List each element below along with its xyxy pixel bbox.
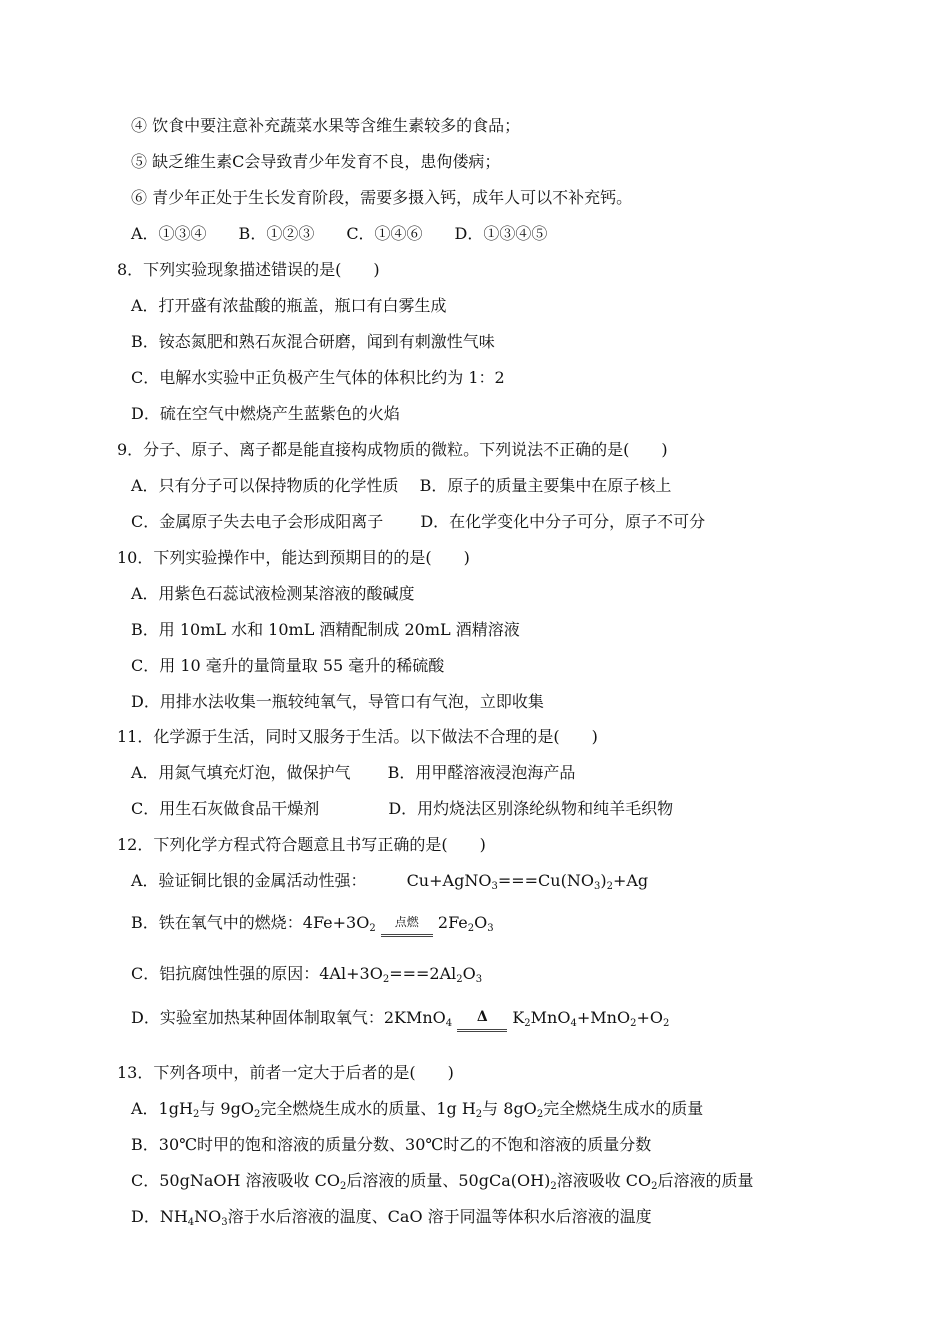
q12-option-b-label: B．铁在氧气中的燃烧： bbox=[131, 913, 303, 932]
q10-option-d: D．用排水法收集一瓶较纯氧气，导管口有气泡，立即收集 bbox=[131, 692, 544, 711]
q13-option-d: D．$NH_4NO_3$溶于水后溶液的温度、CaO 溶于同温等体积水后溶液的温度 bbox=[131, 1207, 652, 1228]
q10-option-a: A．用紫色石蕊试液检测某溶液的酸碱度 bbox=[131, 584, 415, 603]
q8-option-c: C．电解水实验中正负极产生气体的体积比约为 1：2 bbox=[131, 368, 505, 387]
q12-equation-a: $Cu+AgNO_3===Cu(NO_3)_2+Ag$ bbox=[406, 871, 649, 892]
q8-option-b: B．铵态氮肥和熟石灰混合研磨，闻到有刺激性气味 bbox=[131, 332, 495, 351]
question-10-stem: 10．下列实验操作中，能达到预期目的的是( ) bbox=[117, 548, 470, 567]
question-12-stem: 12．下列化学方程式符合题意且书写正确的是( ) bbox=[117, 835, 486, 854]
q12-option-a-label: A．验证铜比银的金属活动性强： bbox=[131, 871, 367, 890]
question-11-stem: 11．化学源于生活，同时又服务于生活。以下做法不合理的是( ) bbox=[117, 727, 598, 746]
statement-6: ⑥ 青少年正处于生长发育阶段，需要多摄入钙，成年人可以不补充钙。 bbox=[131, 188, 633, 207]
q12-option-d bbox=[131, 1007, 669, 1028]
q12-option-b bbox=[131, 912, 494, 933]
statement-4: ④ 饮食中要注意补充蔬菜水果等含维生素较多的食品； bbox=[131, 116, 521, 135]
q11-options-cd: C．用生石灰做食品干燥剂 D．用灼烧法区别涤纶纵物和纯羊毛织物 bbox=[131, 799, 674, 818]
q12-equation-b: $4Fe+3O_2$ 点燃 $2Fe_2O_3$ bbox=[302, 913, 494, 934]
q12-option-c-label: C．铝抗腐蚀性强的原因： bbox=[131, 964, 320, 983]
q9-options-cd: C．金属原子失去电子会形成阳离子 D．在化学变化中分子可分，原子不可分 bbox=[131, 512, 706, 531]
q8-option-d: D．硫在空气中燃烧产生蓝紫色的火焰 bbox=[131, 404, 400, 423]
q8-option-a: A．打开盛有浓盐酸的瓶盖，瓶口有白雾生成 bbox=[131, 296, 447, 315]
q13-option-c: C．50gNaOH 溶液吸收 $CO_2$后溶液的质量、$50gCa(OH)_2$溶液吸收 $CO_2$后溶液的质量 bbox=[131, 1171, 754, 1192]
q13-option-a: A．$1gH_2$与 $9gO_2$完全燃烧生成水的质量、1g $H_2$与 $8gO_2$完全燃烧生成水的质量 bbox=[131, 1099, 704, 1120]
answer-options: A．①③④ B．①②③ C．①④⑥ D．①③④⑤ bbox=[131, 224, 548, 243]
question-8-stem: 8．下列实验现象描述错误的是( ) bbox=[117, 260, 380, 279]
q12-equation-d: 2KMnO$_4$ Δ $K_2MnO_4+MnO_2+O_2$ bbox=[383, 1008, 670, 1029]
question-9-stem: 9．分子、原子、离子都是能直接构成物质的微粒。下列说法不正确的是( ) bbox=[117, 440, 668, 459]
reaction-condition-ignite: 点燃 bbox=[381, 912, 433, 932]
statement-5: ⑤ 缺乏维生素C会导致青少年发育不良，患佝偻病； bbox=[131, 152, 501, 171]
q12-option-d-label: D．实验室加热某种固体制取氧气： bbox=[131, 1008, 384, 1027]
reaction-condition-heat: Δ bbox=[457, 1007, 507, 1027]
q12-option-a bbox=[131, 871, 648, 891]
q9-options-ab: A．只有分子可以保持物质的化学性质 B．原子的质量主要集中在原子核上 bbox=[131, 476, 672, 495]
q10-option-b: B．用 10mL 水和 10mL 酒精配制成 20mL 酒精溶液 bbox=[131, 620, 520, 639]
question-13-stem: 13．下列各项中，前者一定大于后者的是( ) bbox=[117, 1063, 454, 1082]
q11-options-ab: A．用氮气填充灯泡，做保护气 B．用甲醛溶液浸泡海产品 bbox=[131, 763, 576, 782]
q12-option-c bbox=[131, 964, 482, 984]
q12-equation-c: $4Al+3O_2===2Al_2O_3$ bbox=[319, 964, 483, 985]
q10-option-c: C．用 10 毫升的量筒量取 55 毫升的稀硫酸 bbox=[131, 656, 445, 675]
q13-option-b: B．30℃时甲的饱和溶液的质量分数、30℃时乙的不饱和溶液的质量分数 bbox=[131, 1135, 652, 1154]
